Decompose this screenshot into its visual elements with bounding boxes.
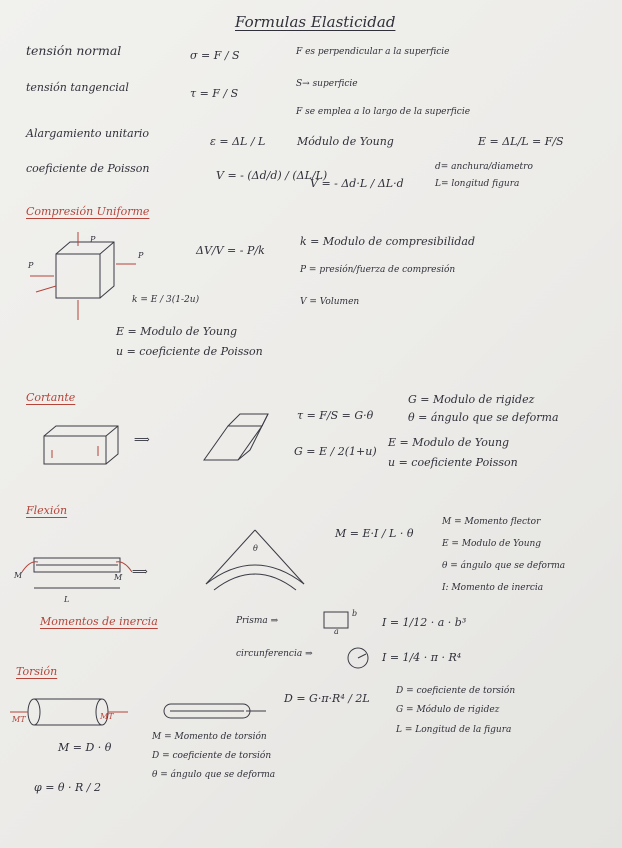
p-label-top: P [90,235,96,244]
cortante-heading: Cortante [26,391,76,404]
i-definition: I: Momento de inercia [442,583,544,593]
theta-label: θ [253,544,258,553]
d-equation: D = G·π·R⁴ / 2L [284,692,370,705]
m-label-right: M [114,573,123,582]
l-note: L= longitud figura [435,179,520,189]
v-definition: V = Volumen [300,297,360,307]
modulo-young-label: Módulo de Young [297,135,394,148]
alargamiento-label: Alargamiento unitario [26,127,150,140]
theta-definition-torsion: θ = ángulo que se deforma [152,770,276,780]
m-label-left: M [14,571,23,580]
e-definition-cortante: E = Modulo de Young [388,436,510,449]
u-definition-cortante: u = coeficiente Poisson [388,456,518,469]
p-definition: P = presión/fuerza de compresión [300,265,456,275]
bent-beam-diagram [200,528,310,598]
d-note: d= anchura/diametro [435,162,533,172]
e-definition: E = Modulo de Young [116,325,238,338]
dd-definition: D = coeficiente de torsión [152,751,272,761]
g-equation: G = E / 2(1+u) [294,445,377,458]
g-definition-torsion: G = Módulo de rigidez [396,705,500,715]
tau-equation: τ = F/S = G·θ [297,409,374,422]
sheared-block-diagram [200,410,270,470]
flexion-heading: Flexión [26,504,68,517]
flexion-arrow: ⟹ [132,565,148,578]
g-definition: G = Modulo de rigidez [408,393,535,406]
a-label: a [334,627,339,636]
tension-tangencial-eq: τ = F / S [190,87,239,100]
flexion-equation: M = E·I / L · θ [335,527,414,540]
young-eq: E = ΔL/L = F/S [478,135,564,148]
poisson-eq-2: V = - Δd·L / ΔL·d [310,177,404,190]
prisma-label: Prisma ⇒ [236,616,279,626]
l-label: L [64,595,70,604]
theta-definition-flexion: θ = ángulo que se deforma [442,561,566,571]
circle-section-icon [346,646,370,670]
p-label-left: P [28,261,34,270]
mt-label-right: MT [100,712,114,721]
u-definition: u = coeficiente de Poisson [116,345,263,358]
b-label: b [352,609,358,618]
momentos-heading: Momentos de inercia [40,615,158,628]
theta-definition: θ = ángulo que se deforma [408,411,559,424]
cube-diagram [28,232,148,327]
phi-equation: φ = θ · R / 2 [34,781,102,794]
prisma-equation: I = 1/12 · a · b³ [382,616,467,629]
tension-normal-label: tensión normal [26,43,122,58]
torsion-heading: Torsión [16,665,58,678]
shear-block-diagram [40,420,120,468]
compresion-eq: ΔV/V = - P/k [196,244,265,257]
compresion-heading: Compresión Uniforme [26,205,150,218]
circ-equation: I = 1/4 · π · R⁴ [382,651,462,664]
tension-tangencial-label: tensión tangencial [26,81,129,94]
k-definition: k = Modulo de compresibilidad [300,235,475,248]
cortante-arrow: ⟹ [134,433,150,446]
m-definition: M = Momento flector [442,517,541,527]
k-equation: k = E / 3(1-2u) [132,295,200,305]
d-definition: D = coeficiente de torsión [396,686,516,696]
f-perp-note: F es perpendicular a la superficie [296,47,450,57]
m-definition-torsion: M = Momento de torsión [152,732,267,742]
tension-normal-eq: σ = F / S [190,49,240,62]
alargamiento-eq: ε = ΔL / L [210,135,266,148]
superficie-note: S→ superficie [296,79,358,89]
m-equation: M = D · θ [58,741,112,754]
poisson-eq: V = - (Δd/d) / (ΔL/L) [216,169,328,182]
twisted-bar-diagram [160,700,270,724]
f-largo-note: F se emplea a lo largo de la superficie [296,107,471,117]
e-definition-flexion: E = Modulo de Young [442,539,542,549]
l-definition: L = Longitud de la figura [396,725,512,735]
page-title: Formulas Elasticidad [235,13,396,31]
mt-label-left: MT [12,715,26,724]
p-label-right: P [138,251,144,260]
circ-label: circunferencia ⇒ [236,649,313,659]
poisson-label: coeficiente de Poisson [26,162,150,175]
cylinder-torsion-diagram [8,690,138,736]
